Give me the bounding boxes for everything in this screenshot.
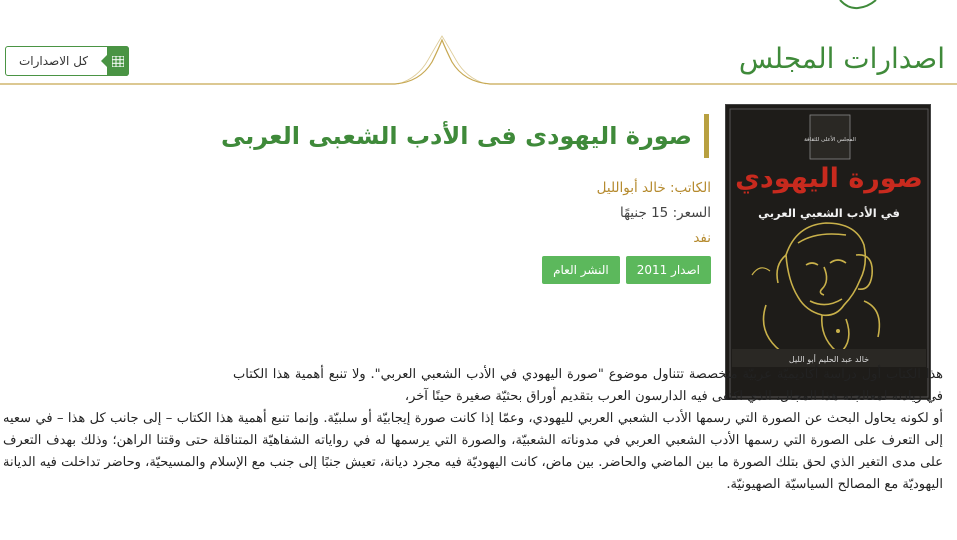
- book-status: نفد: [693, 230, 711, 246]
- cover-author: خالد عبد الحليم أبو الليل: [788, 355, 870, 364]
- all-publications-button[interactable]: [5, 46, 129, 76]
- site-logo-icon: [838, 0, 878, 10]
- tag-release-year[interactable]: اصدار 2011: [626, 256, 711, 284]
- book-description-paragraph-1: هذا الكتاب أول دراسة أكاديميّة عربيّة متخصصة تتناول موضوع "صورة اليهودي في الأدب الشعبي العربي". ولا تنبع أهمية هذا الكتاب في ريادته لمعالجته هذا المجال، الذي اكتفى فيه الدارسون العرب بتقديم أوراق بحثيّة صغيرة حينًا آخر،: [233, 367, 943, 404]
- book-description-paragraph-2: أو لكونه يحاول البحث عن الصورة التي رسمها الأدب الشعبي العربي لليهودي، وعمّا إذا كانت صورة إيجابيّة أو سلبيّة. وإنما تنبع أهمية هذا الكتاب – إلى جانب كل هذا – في سعيه إلى التعرف على الصورة التي رسمها الأدب الشعبي العربي في مدوناته الشعبيّة، والصورة التي يرسمها له في رواياته الشفاهيّة المتناقلة حتى وقتنا الراهن؛ وذلك بهدف التعرف على مدى التغير الذي لحق بتلك الصورة ما بين الماضي والحاضر. بين ماض، كانت اليهوديّة فيه مجرد ديانة، تعيش جنبًا إلى جنب مع الإسلام والمسيحيّة، وحاضر تداخلت فيه الديانة اليهوديّة مع المصالح السياسيّة الصهيونيّة.: [3, 411, 943, 492]
- book-title-container: [221, 114, 709, 158]
- tag-general-publishing[interactable]: النشر العام: [542, 256, 620, 284]
- section-title: اصدارات المجلس: [738, 42, 945, 75]
- book-title: صورة اليهودى فى الأدب الشعبى العربى: [220, 122, 692, 150]
- cover-subtitle: في الأدب الشعبي العربي: [758, 206, 900, 220]
- cover-title: صورة اليهودي: [735, 163, 923, 194]
- grid-icon: [107, 46, 129, 76]
- cover-publisher: المجلس الأعلى للثقافة: [804, 137, 856, 143]
- all-publications-label: كل الاصدارات: [18, 54, 89, 68]
- section-header: [0, 32, 957, 92]
- book-price: السعر: 15 جنيهًا: [619, 205, 711, 221]
- book-cover-image: [725, 104, 931, 400]
- book-tags: [542, 256, 711, 284]
- book-author: الكاتب: خالد أبوالليل: [596, 180, 711, 196]
